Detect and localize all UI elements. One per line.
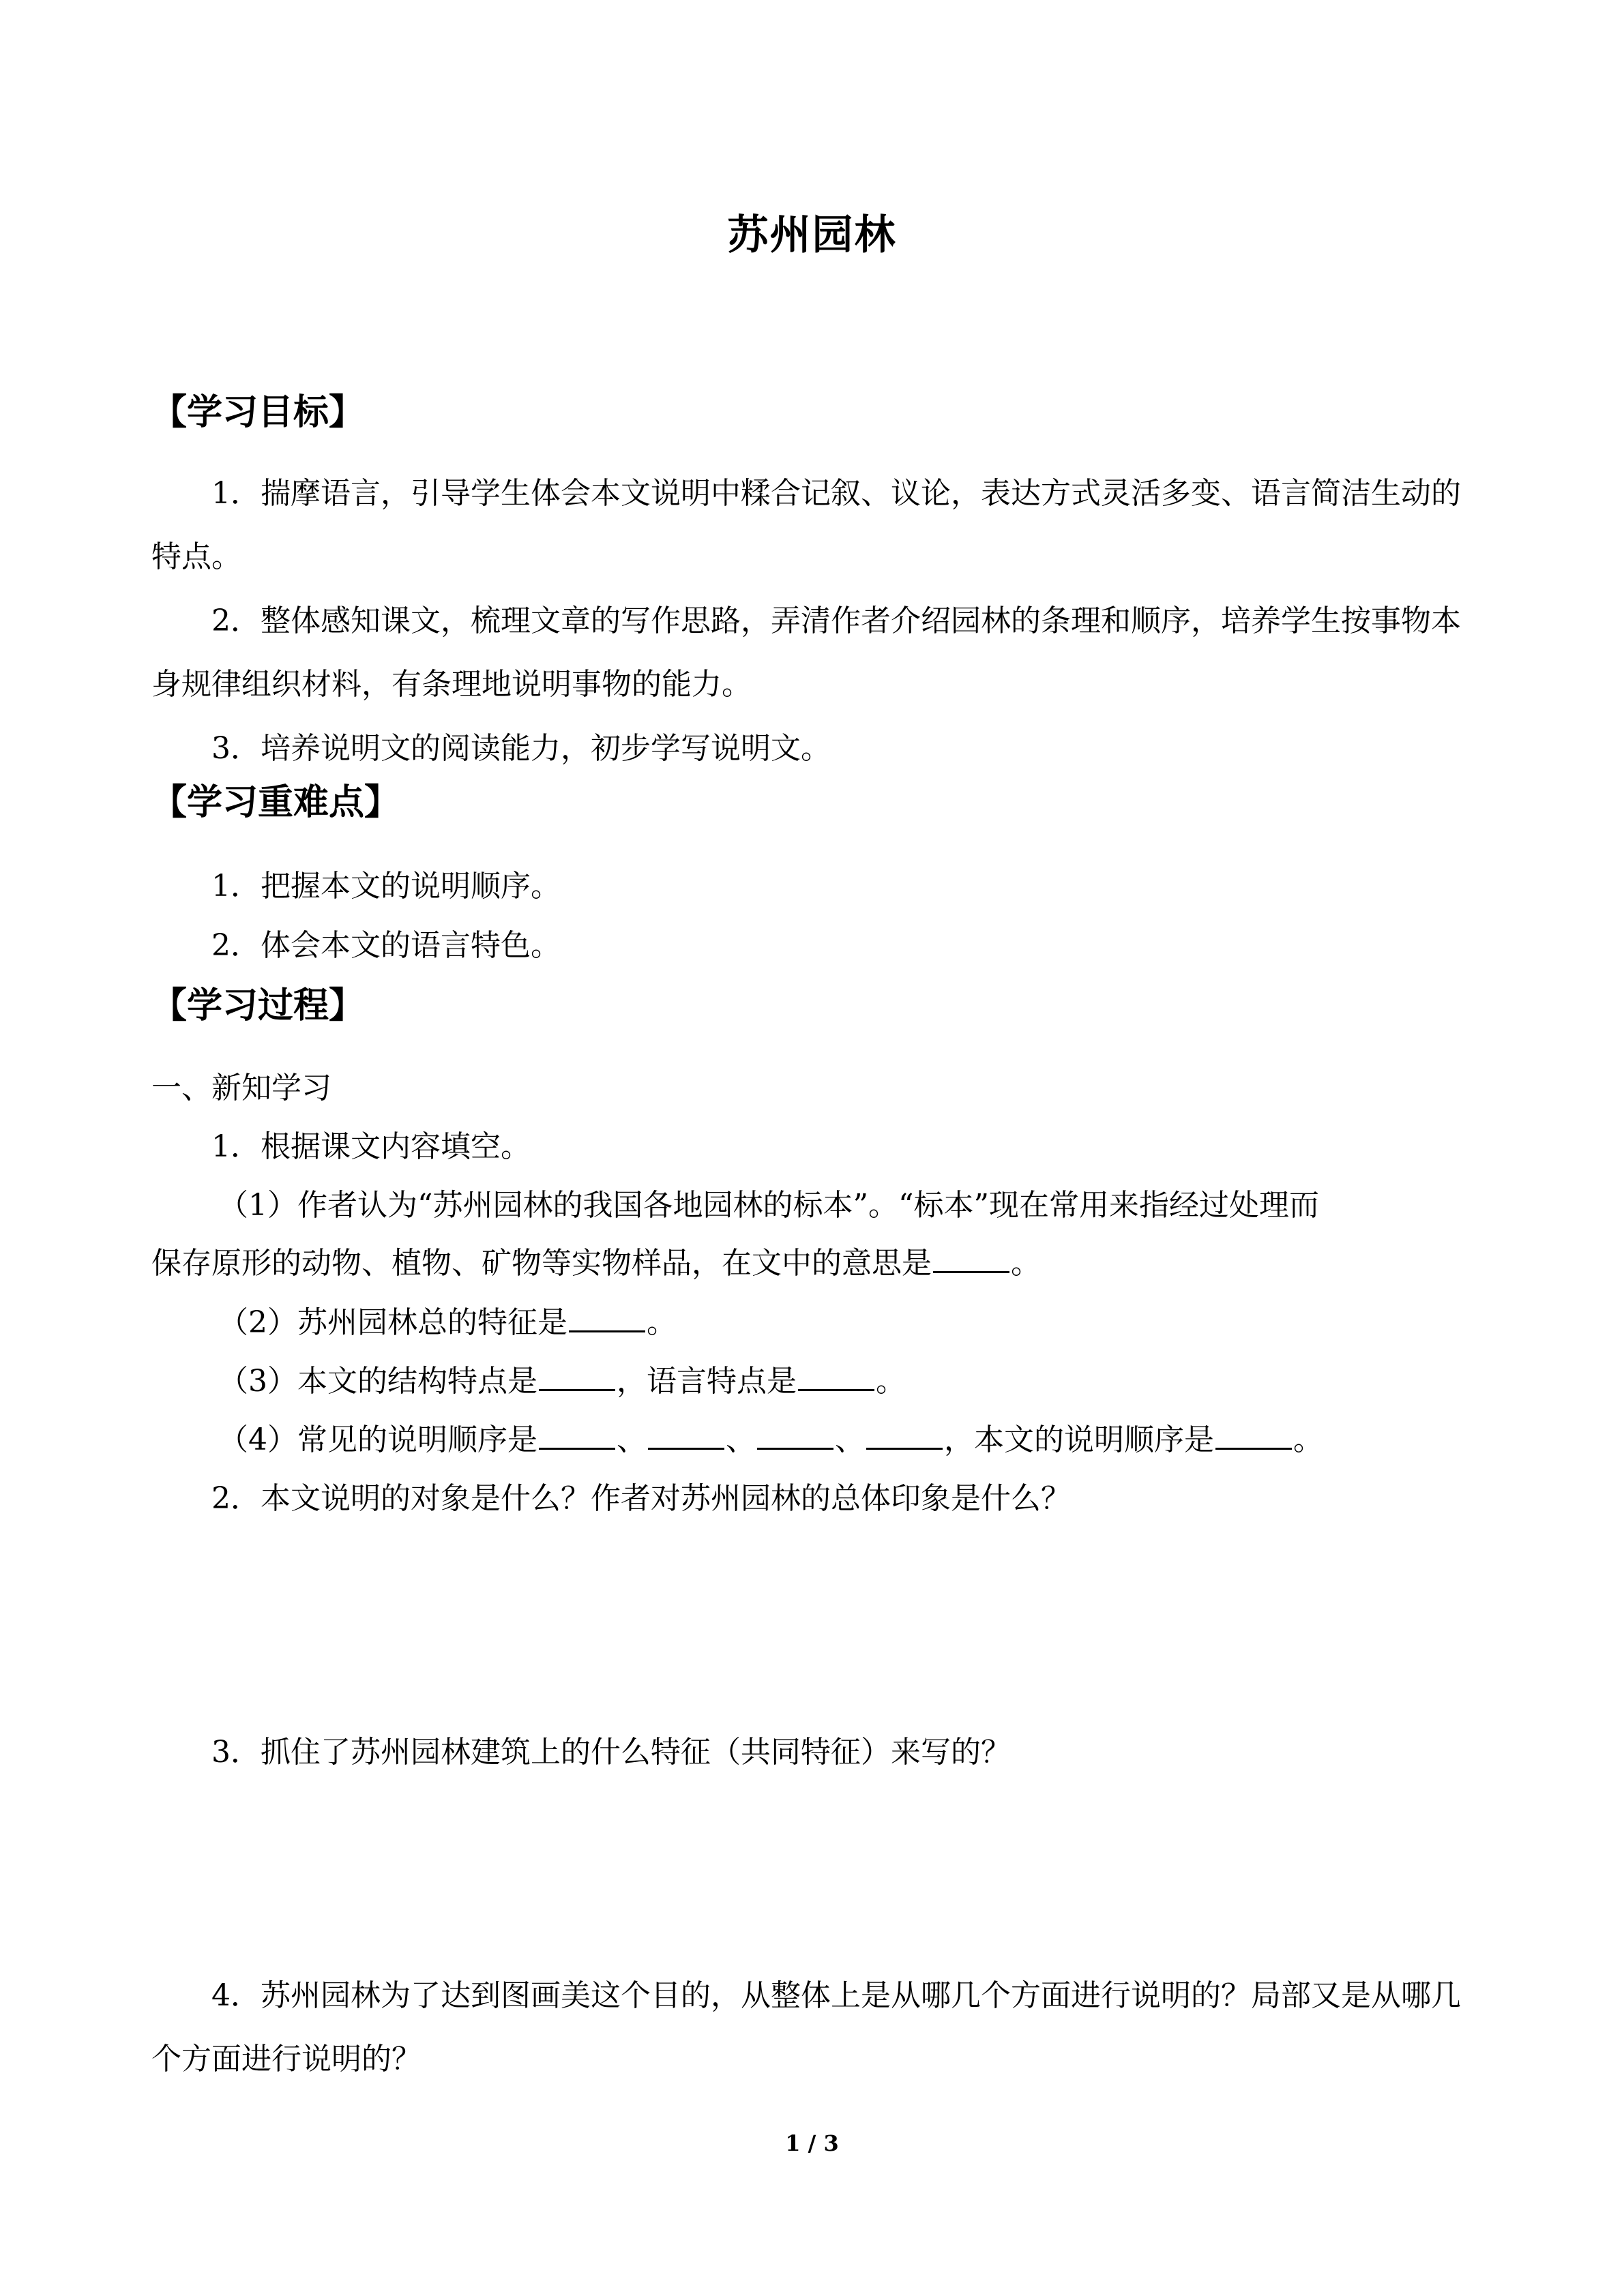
question-1-2 [218,1302,1480,1343]
page-number: 1 / 3 [785,2130,839,2156]
question-1-4-text-a: （4）常见的说明顺序是 [218,1422,537,1457]
answer-blank[interactable] [539,1420,615,1450]
answer-blank[interactable] [933,1244,1009,1273]
question-4: 4．苏州园林为了达到图画美这个目的，从整体上是从哪几个方面进行说明的？局部又是从哪几个方面进行说明的？ [151,1978,1461,2076]
section-heading-key-points: 【学习重难点】 [151,782,400,823]
section-heading-goals: 【学习目标】 [151,392,365,433]
question-1: 1．根据课文内容填空。 [211,1129,531,1164]
question-1-1-text: 保存原形的动物、植物、矿物等实物样品，在文中的意思是 [151,1246,932,1281]
punct-dun: 、 [617,1422,647,1457]
question-1-3-text-a: （3）本文的结构特点是 [218,1364,537,1399]
goal-item-1: 1．揣摩语言，引导学生体会本文说明中糅合记叙、议论，表达方式灵活多变、语言简洁生动的特点。 [151,476,1461,574]
question-1-1-line-2 [151,1243,1413,1284]
key-point-item-2: 2．体会本文的语言特色。 [211,928,561,963]
key-point-item-1: 1．把握本文的说明顺序。 [211,869,561,904]
question-1-4 [218,1420,1480,1461]
section-heading-process: 【学习过程】 [151,985,365,1026]
punct-period: 。 [876,1364,906,1399]
part-label: 一、新知学习 [151,1071,331,1105]
document-title: 苏州园林 [727,211,897,259]
question-1-1-line-1: （1）作者认为“苏州园林的我国各地园林的标本”。“标本”现在常用来指经过处理而 [218,1188,1319,1223]
goal-item-3: 3．培养说明文的阅读能力，初步学写说明文。 [211,731,831,766]
answer-blank[interactable] [539,1362,615,1391]
answer-blank[interactable] [757,1420,833,1450]
punct-period: 。 [1293,1422,1323,1457]
punct-period: 。 [647,1305,677,1340]
question-1-3 [218,1361,1480,1402]
answer-blank[interactable] [1215,1420,1292,1450]
question-2: 2．本文说明的对象是什么？作者对苏州园林的总体印象是什么？ [211,1481,1071,1516]
goal-item-2: 2．整体感知课文，梳理文章的写作思路，弄清作者介绍园林的条理和顺序，培养学生按事物本身规律组织材料，有条理地说明事物的能力。 [151,603,1461,702]
question-1-4-text-b: ，本文的说明顺序是 [944,1422,1214,1457]
question-3: 3．抓住了苏州园林建筑上的什么特征（共同特征）来写的？ [211,1735,1011,1770]
answer-blank[interactable] [569,1303,645,1332]
answer-blank[interactable] [798,1362,874,1391]
answer-blank[interactable] [866,1420,943,1450]
answer-blank[interactable] [648,1420,724,1450]
question-1-2-text: （2）苏州园林总的特征是 [218,1305,567,1340]
punct-period: 。 [1011,1246,1041,1281]
punct-dun: 、 [726,1422,756,1457]
question-1-3-text-b: ，语言特点是 [617,1364,797,1399]
punct-dun: 、 [835,1422,865,1457]
